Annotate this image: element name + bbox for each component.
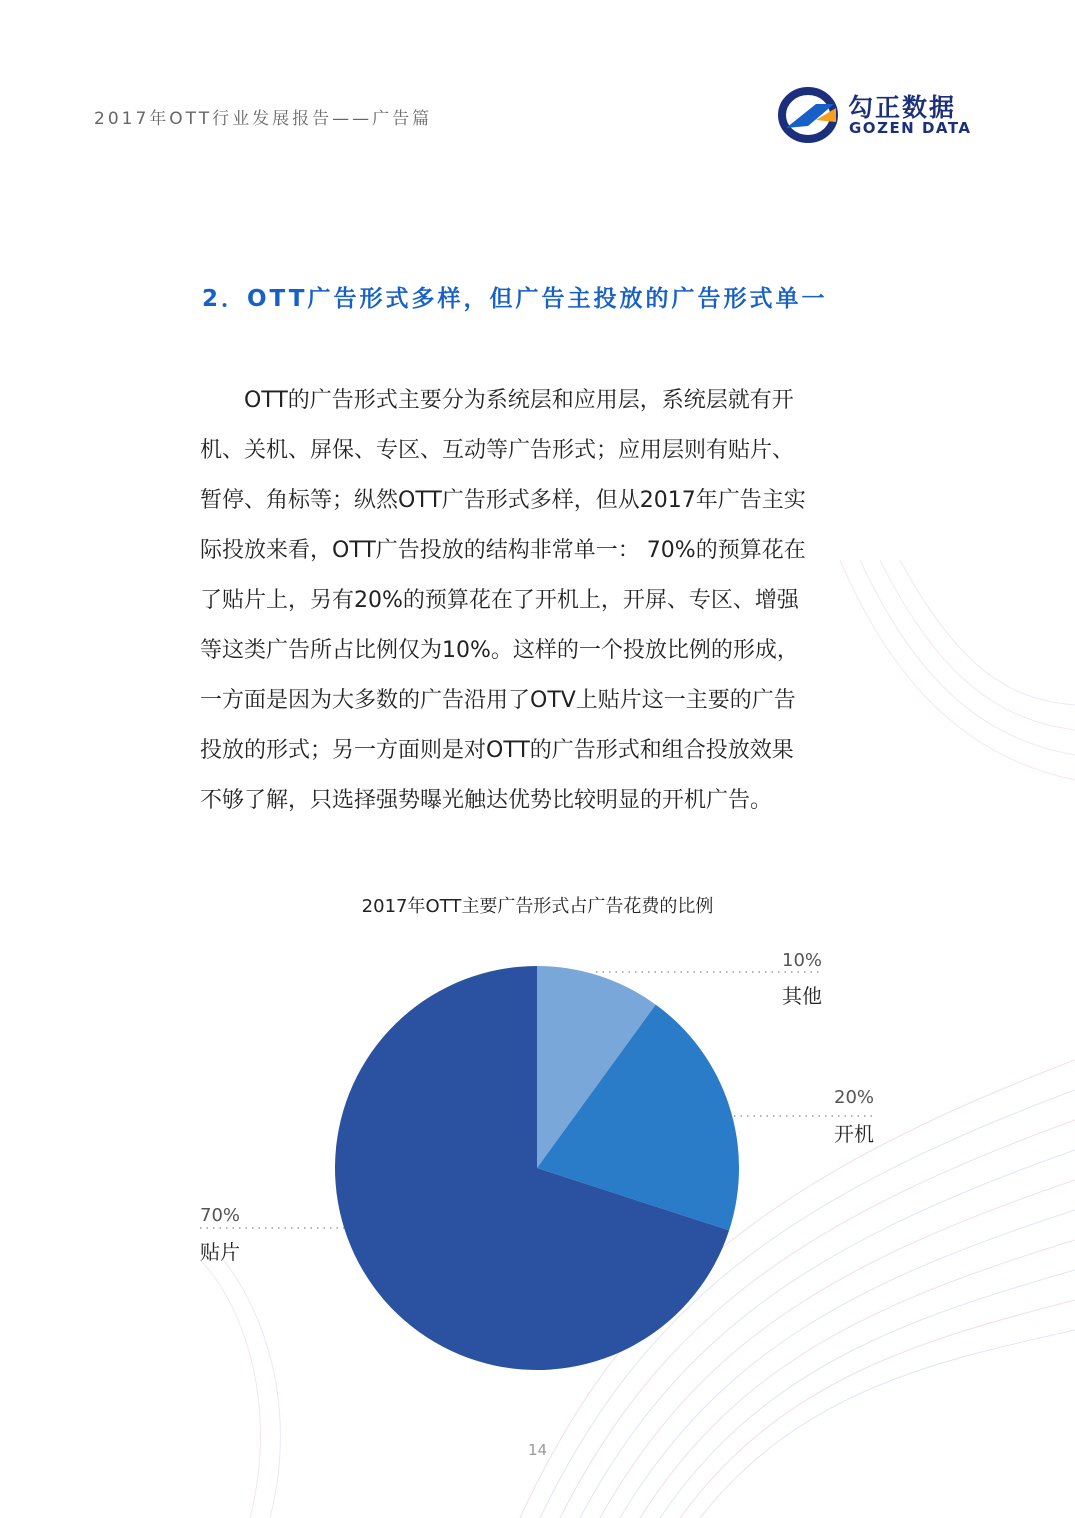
body-line: 不够了解，只选择强势曝光触达优势比较明显的开机广告。 <box>200 788 773 813</box>
body-line: 一方面是因为大多数的广告沿用了OTV上贴片这一主要的广告 <box>200 688 796 713</box>
page-number: 14 <box>527 1441 548 1459</box>
slice-name-label: 其他 <box>782 984 822 1008</box>
slice-percent-label: 20% <box>834 1087 875 1108</box>
slice-percent-label: 70% <box>200 1205 241 1226</box>
chart-title: 2017年OTT主要广告形式占广告花费的比例 <box>361 896 714 917</box>
body-line: 等这类广告所占比例仅为10%。这样的一个投放比例的形成， <box>200 638 799 663</box>
body-line: 机、关机、屏保、专区、互动等广告形式；应用层则有贴片、 <box>200 438 795 463</box>
section-heading: 2．OTT广告形式多样，但广告主投放的广告形式单一 <box>202 286 828 312</box>
slice-percent-label: 10% <box>782 950 823 971</box>
report-title: 2017年OTT行业发展报告——广告篇 <box>94 109 433 129</box>
body-line: OTT的广告形式主要分为系统层和应用层，系统层就有开 <box>200 388 794 413</box>
body-line: 际投放来看，OTT广告投放的结构非常单一： 70%的预算花在 <box>200 538 806 563</box>
logo-text-en: GOZEN DATA <box>849 119 972 137</box>
slice-name-label: 贴片 <box>200 1240 240 1264</box>
slice-name-label: 开机 <box>834 1122 874 1146</box>
body-line: 了贴片上，另有20%的预算花在了开机上，开屏、专区、增强 <box>200 588 799 613</box>
body-line: 暂停、角标等；纵然OTT广告形式多样，但从2017年广告主实 <box>200 488 806 513</box>
body-line: 投放的形式；另一方面则是对OTT的广告形式和组合投放效果 <box>200 738 794 763</box>
logo-text-cn: 勾正数据 <box>848 93 957 122</box>
